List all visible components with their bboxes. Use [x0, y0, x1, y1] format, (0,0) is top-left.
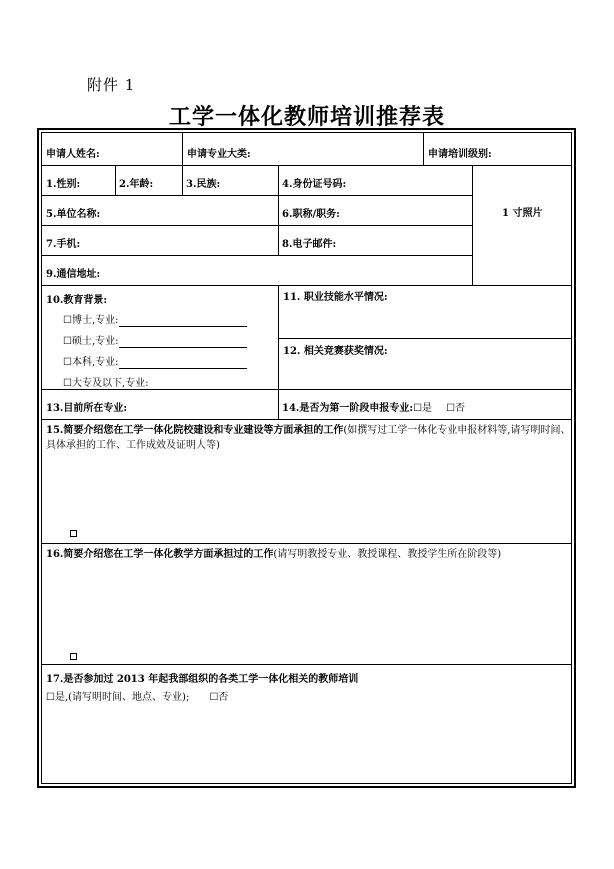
awards-label: 12. 相关竞赛获奖情况: — [283, 346, 388, 357]
education-option-master[interactable]: ☐硕士,专业: — [63, 336, 247, 348]
mobile-label: 7.手机: — [46, 239, 81, 250]
q15-checkbox[interactable] — [70, 530, 77, 537]
q17-options — [46, 692, 228, 704]
row-divider — [42, 664, 571, 665]
row-divider — [42, 543, 571, 544]
first-stage-yes[interactable]: ☐是 — [413, 403, 433, 414]
col-divider — [472, 165, 473, 285]
q15-text: 15.简要介绍您在工学一体化院校建设和专业建设等方面承担的工作(如撰写过工学一体化专业申报材料等,请写明时间、具体承担的工作、工作成效及证明人等) — [46, 425, 571, 451]
applicant-name-label: 申请人姓名: — [46, 149, 100, 160]
training-level-label: 申请培训级别: — [428, 149, 492, 160]
q16-checkbox[interactable] — [70, 653, 77, 660]
col-divider — [182, 133, 183, 165]
form-grid — [41, 132, 572, 784]
photo-placeholder: 1 寸照片 — [502, 208, 543, 219]
id-number-label: 4.身份证号码: — [282, 179, 347, 190]
row-divider — [42, 255, 472, 256]
col-divider — [182, 165, 183, 195]
education-option-college[interactable]: ☐大专及以下,专业: — [63, 378, 242, 390]
education-option-bachelor[interactable]: ☐本科,专业: — [63, 357, 247, 369]
email-label: 8.电子邮件: — [282, 239, 337, 250]
underline — [119, 316, 247, 327]
address-label: 9.通信地址: — [46, 269, 101, 280]
col-divider — [278, 285, 279, 419]
col-divider — [423, 133, 424, 165]
col-divider — [115, 165, 116, 195]
skill-level-label: 11. 职业技能水平情况: — [283, 292, 388, 303]
underline — [119, 337, 247, 348]
employer-label: 5.单位名称: — [46, 209, 101, 220]
underline — [119, 358, 247, 369]
underline — [149, 379, 242, 390]
ethnicity-label: 3.民族: — [186, 179, 221, 190]
q17-question: 17.是否参加过 2013 年起我部组织的各类工学一体化相关的教师培训 — [46, 674, 359, 685]
education-label: 10.教育背景: — [46, 295, 108, 306]
row-divider — [278, 338, 571, 339]
attachment-label: 附件 1 — [87, 76, 136, 94]
q17-no[interactable]: ☐否 — [209, 692, 229, 703]
col-divider — [278, 165, 279, 255]
education-option-phd[interactable]: ☐博士,专业: — [63, 315, 247, 327]
position-label: 6.职称/职务: — [282, 209, 340, 220]
row-divider — [42, 195, 472, 196]
recommendation-form — [37, 128, 576, 788]
q17-yes[interactable]: ☐是,(请写明时间、地点、专业); — [46, 692, 190, 703]
current-major-label: 13.目前所在专业: — [46, 403, 128, 414]
first-stage-no[interactable]: ☐否 — [446, 403, 466, 414]
row-divider — [42, 419, 571, 420]
row-divider — [42, 285, 571, 286]
age-label: 2.年龄: — [119, 179, 154, 190]
q16-text: 16.简要介绍您在工学一体化教学方面承担过的工作(请写明教授专业、教授课程、教授学生所在阶段等) — [46, 549, 502, 560]
first-stage-question: 14.是否为第一阶段申报专业:☐是 ☐否 — [282, 403, 466, 414]
form-title: 工学一体化教师培训推荐表 — [168, 104, 445, 130]
major-category-label: 申请专业大类: — [187, 149, 251, 160]
row-divider — [42, 165, 571, 166]
gender-label: 1.性别: — [46, 179, 81, 190]
row-divider — [42, 225, 472, 226]
